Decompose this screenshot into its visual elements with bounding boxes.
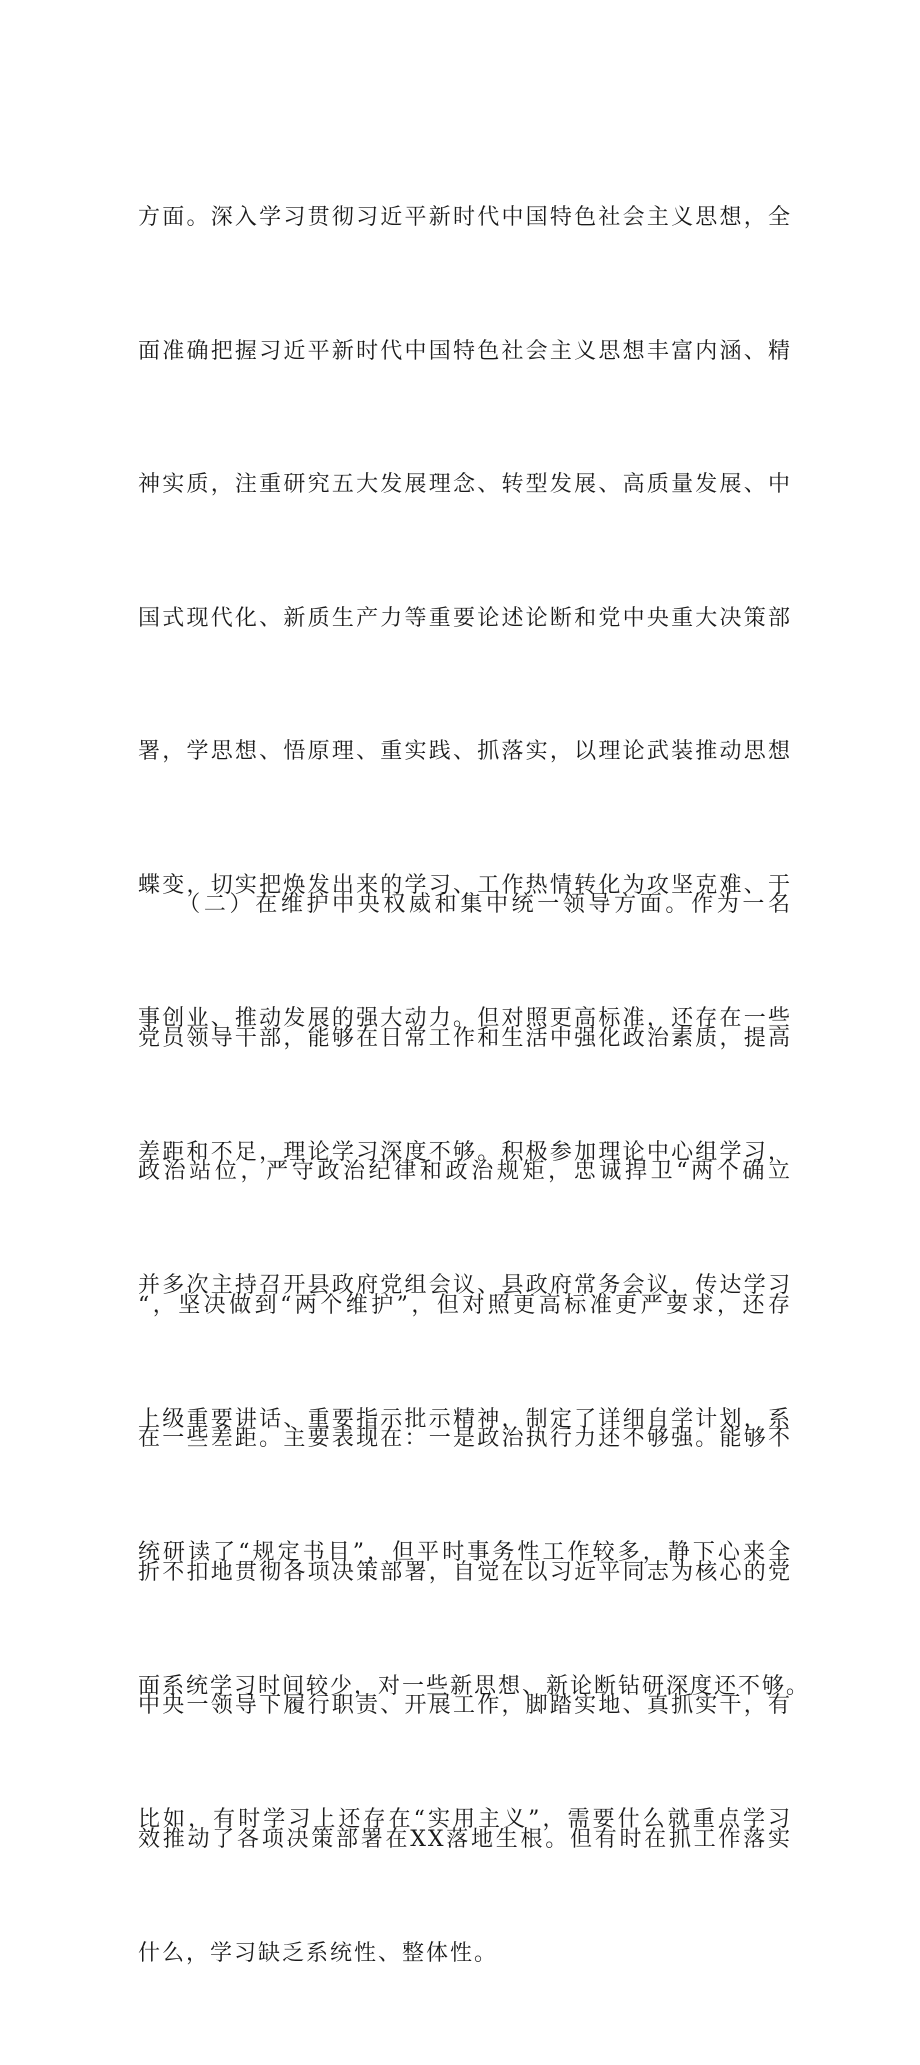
text-line: 上级重要讲话、重要指示批示精神，制定了详细自学计划，系 (138, 1406, 792, 1432)
text-line: （二）在维护中央权威和集中统一领导方面。作为一名 (138, 892, 792, 917)
text-line: 事创业、推动发展的强大动力。但对照更高标准，还存在一些 (138, 1006, 792, 1031)
text-line: 差距和不足，理论学习深度不够。积极参加理论中心组学习， (138, 1139, 792, 1165)
text-line: 效推动了各项决策部署在XX落地生根。但有时在抓工作落实 (138, 1826, 792, 1852)
text-line: 中央一领导下履行职责、开展工作，脚踏实地、真抓实干，有 (138, 1693, 792, 1718)
text-line: 在一些差距。主要表现在：一是政治执行力还不够强。能够不 (138, 1426, 792, 1451)
text-line: 比如，有时学习上还存在“实用主义”，需要什么就重点学习 (138, 1807, 792, 1832)
text-line: 折不扣地贯彻各项决策部署，自觉在以习近平同志为核心的党 (138, 1559, 792, 1585)
text-line: 署，学思想、悟原理、重实践、抓落实，以理论武装推动思想 (138, 739, 792, 764)
paragraph-central-authority (138, 794, 811, 1951)
text-line: 政治站位，严守政治纪律和政治规矩，忠诚捍卫“两个确立 (138, 1159, 792, 1184)
text-line: 神实质，注重研究五大发展理念、转型发展、高质量发展、中 (138, 472, 792, 497)
text-line: 蝶变，切实把焕发出来的学习、工作热情转化为攻坚克难、干 (138, 872, 792, 898)
text-line: 国式现代化、新质生产力等重要论述论断和党中央重大决策部 (138, 605, 792, 631)
text-line: 党员领导干部，能够在日常工作和生活中强化政治素质，提高 (138, 1025, 792, 1051)
text-line: 并多次主持召开县政府党组会议、县政府常务会议，传达学习 (138, 1273, 792, 1298)
text-line: 面系统学习时间较少，对一些新思想、新论断钻研深度还不够。 (138, 1673, 811, 1699)
text-line: 方面。深入学习贯彻习近平新时代中国特色社会主义思想，全 (138, 205, 792, 230)
text-line: 统研读了“规定书目”，但平时事务性工作较多，静下心来全 (138, 1540, 792, 1565)
text-line: “，坚决做到“两个维护”，但对照更高标准更严要求，还存 (138, 1292, 792, 1318)
text-line: 面准确把握习近平新时代中国特色社会主义思想丰富内涵、精 (138, 338, 792, 364)
text-line: 什么，学习缺乏系统性、整体性。 (138, 1940, 499, 1966)
